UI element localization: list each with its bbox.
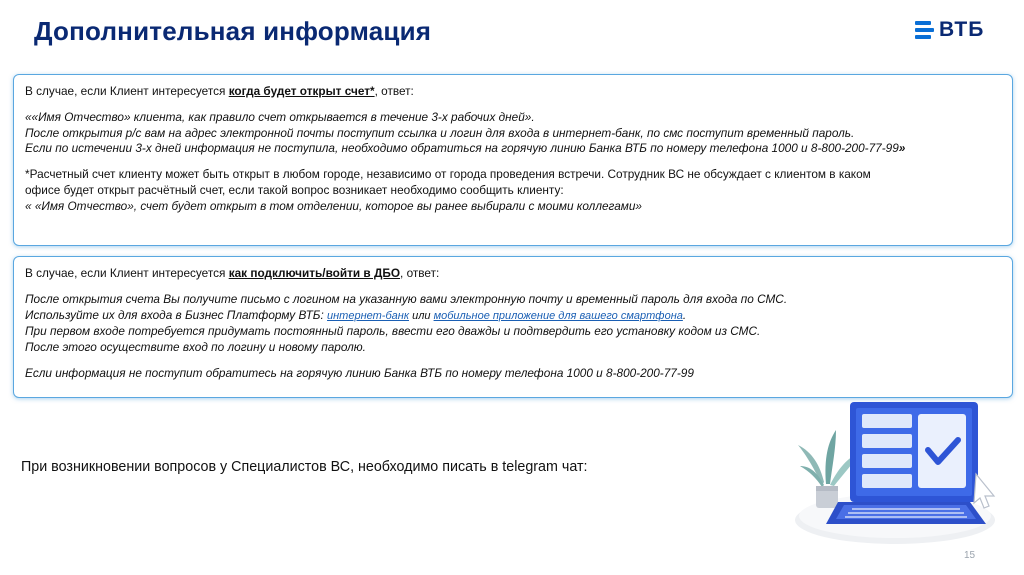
box1-line1: ««Имя Отчество» клиента, как правило счет открывается в течение 3-х рабочих дней». [25,109,535,124]
box2-intro-suffix: , ответ: [400,266,440,280]
cursor-icon [974,474,994,508]
box1-intro-prefix: В случае, если Клиент интересуется [25,84,229,98]
box2-line4: После этого осуществите вход по логину и новому паролю. [25,340,366,355]
box1-line3 [25,141,1001,157]
box2-line3: При первом входе потребуется придумать постоянный пароль, ввести его дважды и подтвердить его установку кодом из СМС. [25,324,761,339]
box2-line1: После открытия счета Вы получите письмо с логином на указанную вами электронную почту и временный пароль для входа по СМС. [25,291,788,306]
vtb-logo-icon [915,21,934,39]
box2-topic: как подключить/войти в ДБО [228,266,401,280]
box1-note3: « «Имя Отчество», счет будет открыт в том отделении, которое вы ранее выбирали с моими коллегами» [25,198,642,213]
box1-line3-text: Если по истечении 3-х дней информация не поступила, необходимо обратиться на горячую линию Банка ВТБ по номеру телефона 1000 и 8-800-200-77-99 [25,141,899,156]
box2-line2 [25,308,1001,325]
internet-bank-link[interactable]: интернет-банк [327,309,410,322]
page-number: 15 [964,550,976,561]
mobile-app-link[interactable]: мобильное приложение для вашего смартфона [433,309,683,322]
box1-line2: После открытия р/с вам на адрес электронной почты поступит ссылка и логин для входа в интернет-банк, по смс поступит временный пароль. [25,125,855,140]
box1-line3-end: » [898,141,906,156]
box2-intro-prefix: В случае, если Клиент интересуется [25,266,229,280]
box2-line2-end: . [682,307,687,322]
laptop-illustration-icon [790,390,1015,550]
box1-note1: *Расчетный счет клиенту может быть открыт в любом городе, независимо от города проведения встречи. Сотрудник ВС не обсуждает с клиентом в каком [25,167,871,182]
box2-line2-or: или [409,309,434,322]
box1-intro [25,84,1001,100]
box2-line5: Если информация не поступит обратитесь на горячую линию Банка ВТБ по номеру телефона 1000 и 8-800-200-77-99 [25,365,694,380]
box1-note2: офисе будет открыт расчётный счет, если такой вопрос возникает необходимо сообщить клиенту: [25,182,564,197]
box2-line2-prefix: Используйте их для входа в Бизнес Платформу ВТБ: [25,307,328,322]
account-opening-info-box [13,74,1013,246]
page-title: Дополнительная информация [34,16,432,46]
dbo-connection-info-box [13,256,1013,398]
telegram-chat-text: При возникновении вопросов у Специалистов ВС, необходимо писать в telegram чат: [21,459,588,475]
box2-intro [25,266,1001,282]
vtb-logo [915,18,984,42]
box1-intro-suffix: , ответ: [374,84,414,98]
box1-topic: когда будет открыт счет* [228,84,375,98]
vtb-logo-text: ВТБ [939,18,985,41]
